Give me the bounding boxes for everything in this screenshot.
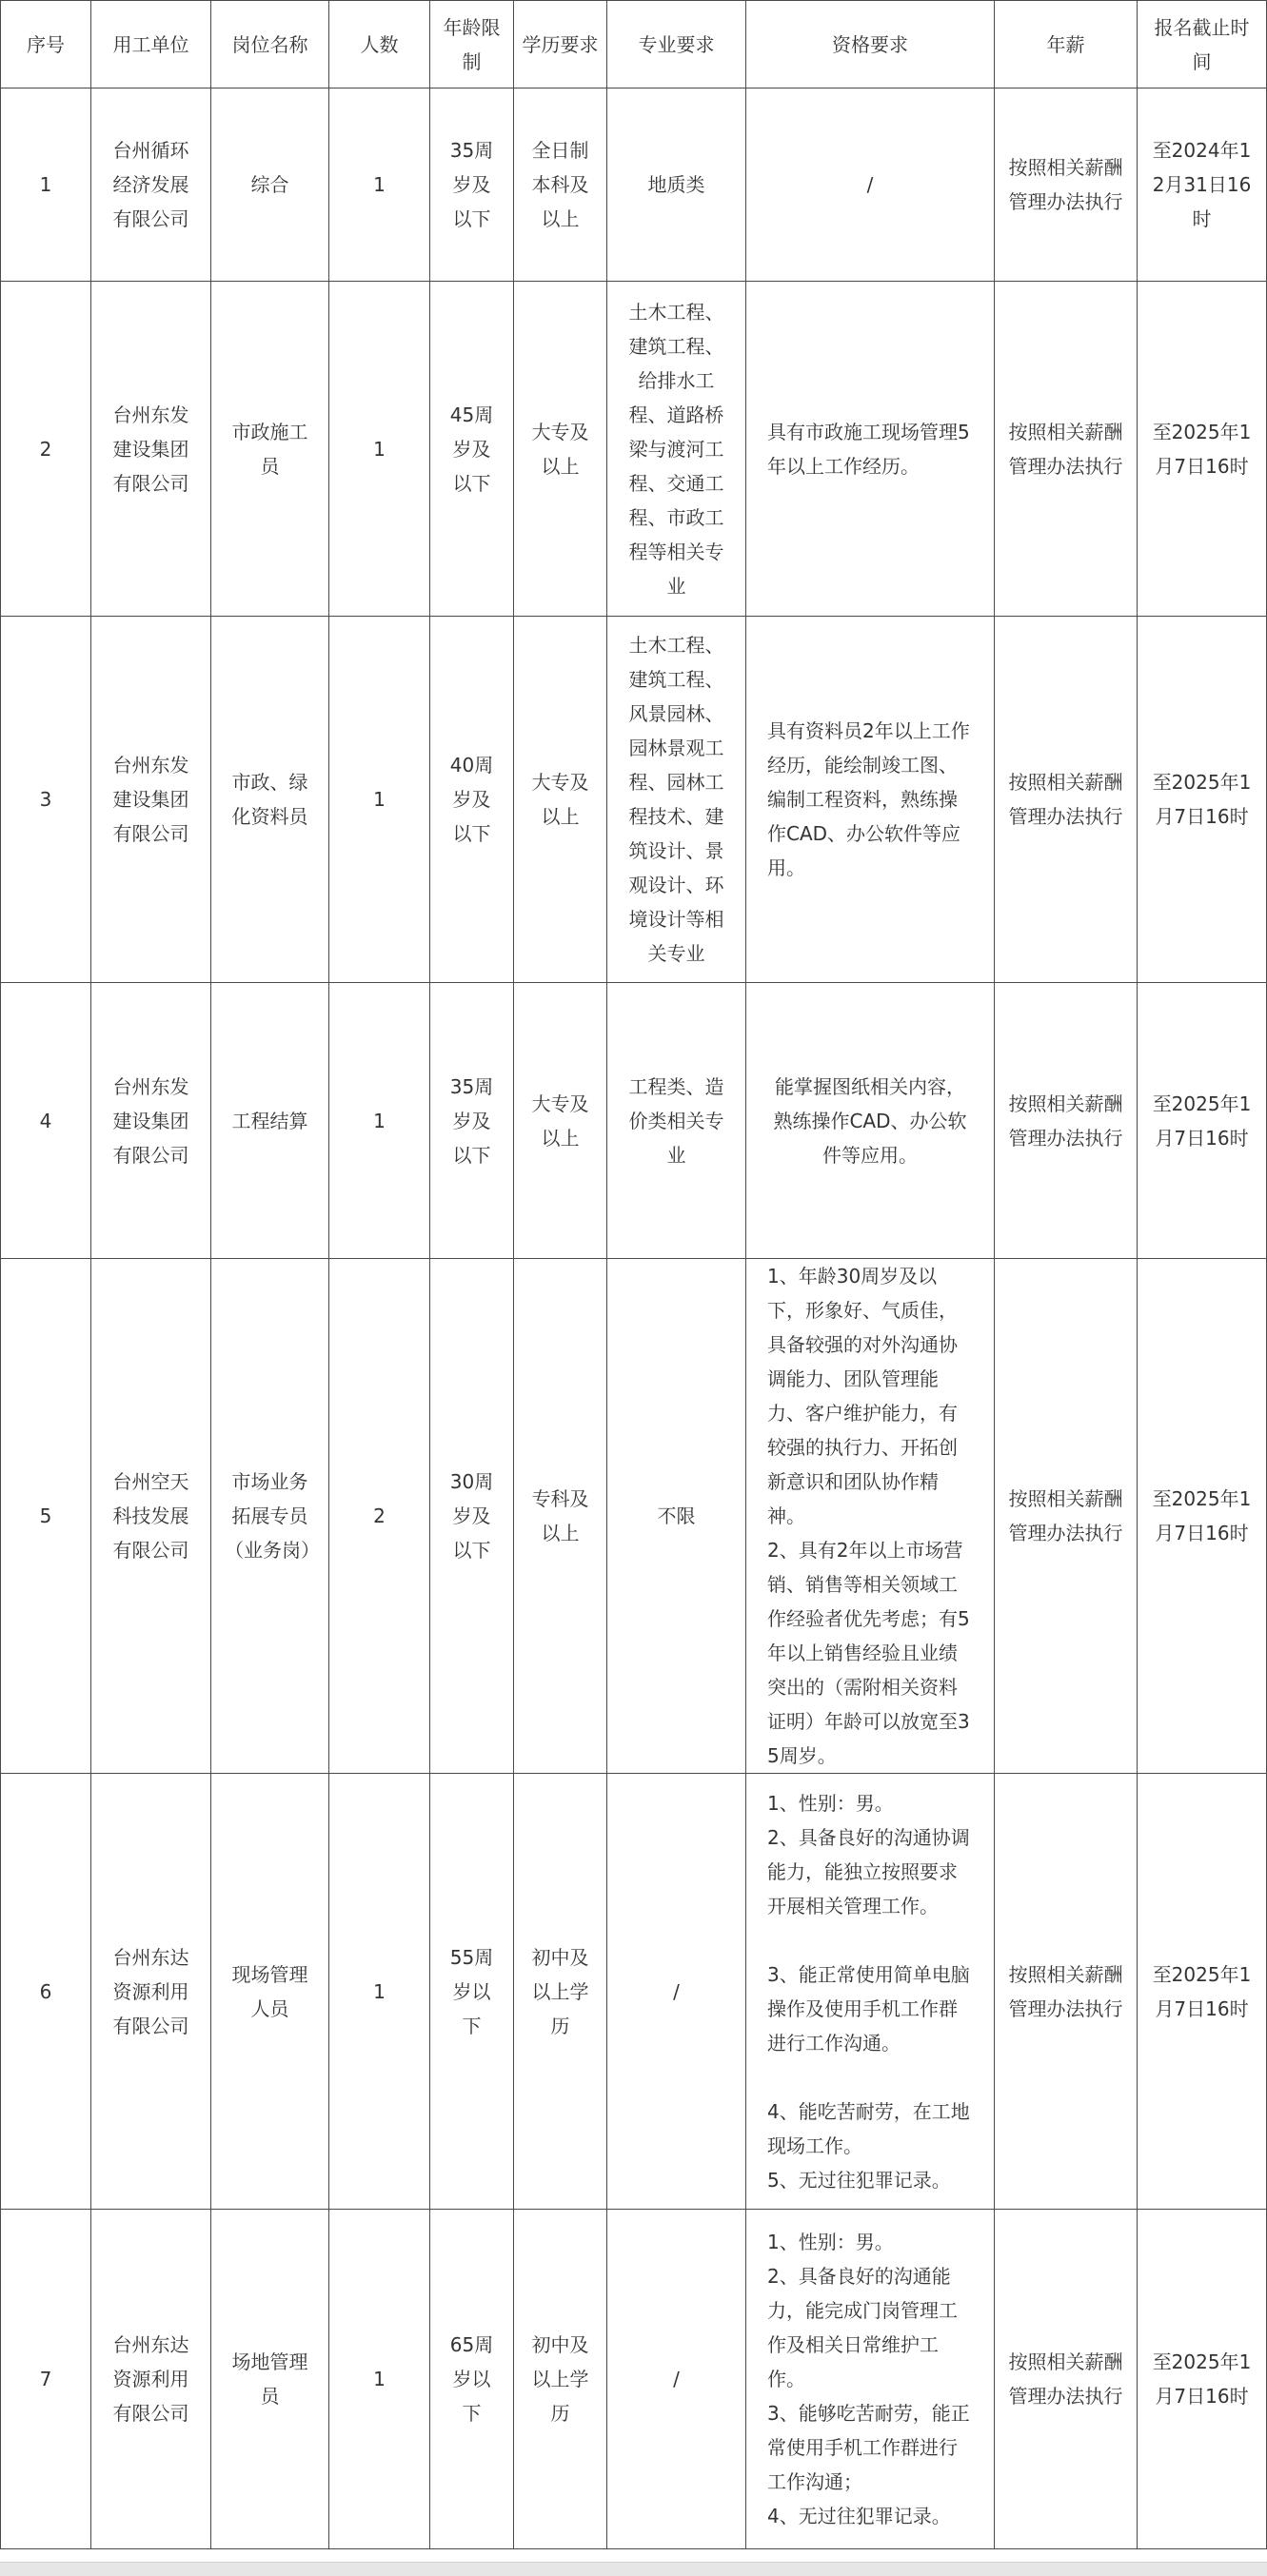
cell-deadline: 至2025年1月7日16时 xyxy=(1138,2210,1267,2549)
cell-deadline: 至2025年1月7日16时 xyxy=(1138,617,1267,983)
cell-employer: 台州东发建设集团有限公司 xyxy=(91,617,211,983)
cell-major: 地质类 xyxy=(607,88,746,282)
table-row xyxy=(1,2210,1267,2549)
cell-seq: 5 xyxy=(1,1259,91,1774)
cell-education: 初中及以上学历 xyxy=(514,2210,607,2549)
cell-education: 大专及以上 xyxy=(514,282,607,617)
cell-education: 全日制本科及以上 xyxy=(514,88,607,282)
cell-age: 35周岁及以下 xyxy=(430,983,514,1259)
cell-count: 1 xyxy=(329,617,430,983)
cell-age: 35周岁及以下 xyxy=(430,88,514,282)
cell-position: 市政施工员 xyxy=(211,282,329,617)
cell-age: 45周岁及以下 xyxy=(430,282,514,617)
cell-seq: 4 xyxy=(1,983,91,1259)
table-row xyxy=(1,282,1267,617)
cell-age: 65周岁以下 xyxy=(430,2210,514,2549)
cell-deadline: 至2025年1月7日16时 xyxy=(1138,282,1267,617)
table-row xyxy=(1,617,1267,983)
header-seq: 序号 xyxy=(1,1,91,88)
cell-deadline: 至2024年12月31日16时 xyxy=(1138,88,1267,282)
cell-seq: 7 xyxy=(1,2210,91,2549)
cell-count: 1 xyxy=(329,282,430,617)
cell-position: 现场管理人员 xyxy=(211,1774,329,2210)
cell-employer: 台州东发建设集团有限公司 xyxy=(91,983,211,1259)
cell-salary: 按照相关薪酬管理办法执行 xyxy=(995,983,1138,1259)
cell-age: 30周岁及以下 xyxy=(430,1259,514,1774)
cell-salary: 按照相关薪酬管理办法执行 xyxy=(995,1774,1138,2210)
cell-position: 市政、绿化资料员 xyxy=(211,617,329,983)
cell-qualification: 1、年龄30周岁及以下，形象好、气质佳，具备较强的对外沟通协调能力、团队管理能力、客户维护能力，有较强的执行力、开拓创新意识和团队协作精神。 2、具有2年以上市场营销、销售等相关领域工作经验者优先考虑；有5年以上销售经验且业绩突出的（需附相关资料证明）年龄可以放宽至35周岁。 xyxy=(746,1259,995,1774)
table-row xyxy=(1,1259,1267,1774)
cell-seq: 1 xyxy=(1,88,91,282)
cell-position: 场地管理员 xyxy=(211,2210,329,2549)
cell-position: 市场业务拓展专员（业务岗） xyxy=(211,1259,329,1774)
header-deadline: 报名截止时间 xyxy=(1138,1,1267,88)
cell-deadline: 至2025年1月7日16时 xyxy=(1138,983,1267,1259)
cell-education: 初中及以上学历 xyxy=(514,1774,607,2210)
cell-salary: 按照相关薪酬管理办法执行 xyxy=(995,2210,1138,2549)
header-count: 人数 xyxy=(329,1,430,88)
header-employer: 用工单位 xyxy=(91,1,211,88)
cell-salary: 按照相关薪酬管理办法执行 xyxy=(995,88,1138,282)
cell-major: / xyxy=(607,1774,746,2210)
table-row xyxy=(1,88,1267,282)
header-salary: 年薪 xyxy=(995,1,1138,88)
cell-major: 土木工程、建筑工程、给排水工程、道路桥梁与渡河工程、交通工程、市政工程等相关专业 xyxy=(607,282,746,617)
cell-qualification: / xyxy=(746,88,995,282)
header-major: 专业要求 xyxy=(607,1,746,88)
cell-salary: 按照相关薪酬管理办法执行 xyxy=(995,282,1138,617)
cell-major: 不限 xyxy=(607,1259,746,1774)
cell-deadline: 至2025年1月7日16时 xyxy=(1138,1259,1267,1774)
cell-count: 1 xyxy=(329,2210,430,2549)
header-education: 学历要求 xyxy=(514,1,607,88)
cell-education: 大专及以上 xyxy=(514,617,607,983)
cell-employer: 台州东达资源利用有限公司 xyxy=(91,1774,211,2210)
cell-qualification: 能掌握图纸相关内容，熟练操作CAD、办公软件等应用。 xyxy=(746,983,995,1259)
header-age: 年龄限制 xyxy=(430,1,514,88)
cell-education: 大专及以上 xyxy=(514,983,607,1259)
cell-salary: 按照相关薪酬管理办法执行 xyxy=(995,617,1138,983)
cell-qualification: 具有资料员2年以上工作经历，能绘制竣工图、编制工程资料，熟练操作CAD、办公软件等应用。 xyxy=(746,617,995,983)
cell-seq: 6 xyxy=(1,1774,91,2210)
cell-qualification: 1、性别：男。 2、具备良好的沟通能力，能完成门岗管理工作及相关日常维护工作。 3、能够吃苦耐劳，能正常使用手机工作群进行工作沟通； 4、无过往犯罪记录。 xyxy=(746,2210,995,2549)
table-header-row xyxy=(1,1,1267,88)
cell-count: 2 xyxy=(329,1259,430,1774)
cell-education: 专科及以上 xyxy=(514,1259,607,1774)
cell-employer: 台州循环经济发展有限公司 xyxy=(91,88,211,282)
table-row xyxy=(1,983,1267,1259)
header-qualification: 资格要求 xyxy=(746,1,995,88)
cell-major: / xyxy=(607,2210,746,2549)
cell-employer: 台州东达资源利用有限公司 xyxy=(91,2210,211,2549)
cell-qualification: 具有市政施工现场管理5年以上工作经历。 xyxy=(746,282,995,617)
header-position: 岗位名称 xyxy=(211,1,329,88)
cell-position: 工程结算 xyxy=(211,983,329,1259)
cell-qualification: 1、性别：男。 2、具备良好的沟通协调能力，能独立按照要求开展相关管理工作。 3、能正常使用简单电脑操作及使用手机工作群进行工作沟通。 4、能吃苦耐劳，在工地现场工作。 5、无过往犯罪记录。 xyxy=(746,1774,995,2210)
cell-seq: 2 xyxy=(1,282,91,617)
cell-age: 40周岁及以下 xyxy=(430,617,514,983)
cell-employer: 台州东发建设集团有限公司 xyxy=(91,282,211,617)
cell-count: 1 xyxy=(329,983,430,1259)
cell-age: 55周岁以下 xyxy=(430,1774,514,2210)
table-row xyxy=(1,1774,1267,2210)
cell-major: 工程类、造价类相关专业 xyxy=(607,983,746,1259)
cell-seq: 3 xyxy=(1,617,91,983)
cell-deadline: 至2025年1月7日16时 xyxy=(1138,1774,1267,2210)
cell-salary: 按照相关薪酬管理办法执行 xyxy=(995,1259,1138,1774)
cell-count: 1 xyxy=(329,1774,430,2210)
page-bottom-bar xyxy=(0,2562,1267,2576)
cell-major: 土木工程、建筑工程、风景园林、园林景观工程、园林工程技术、建筑设计、景观设计、环境设计等相关专业 xyxy=(607,617,746,983)
cell-position: 综合 xyxy=(211,88,329,282)
cell-employer: 台州空天科技发展有限公司 xyxy=(91,1259,211,1774)
cell-count: 1 xyxy=(329,88,430,282)
